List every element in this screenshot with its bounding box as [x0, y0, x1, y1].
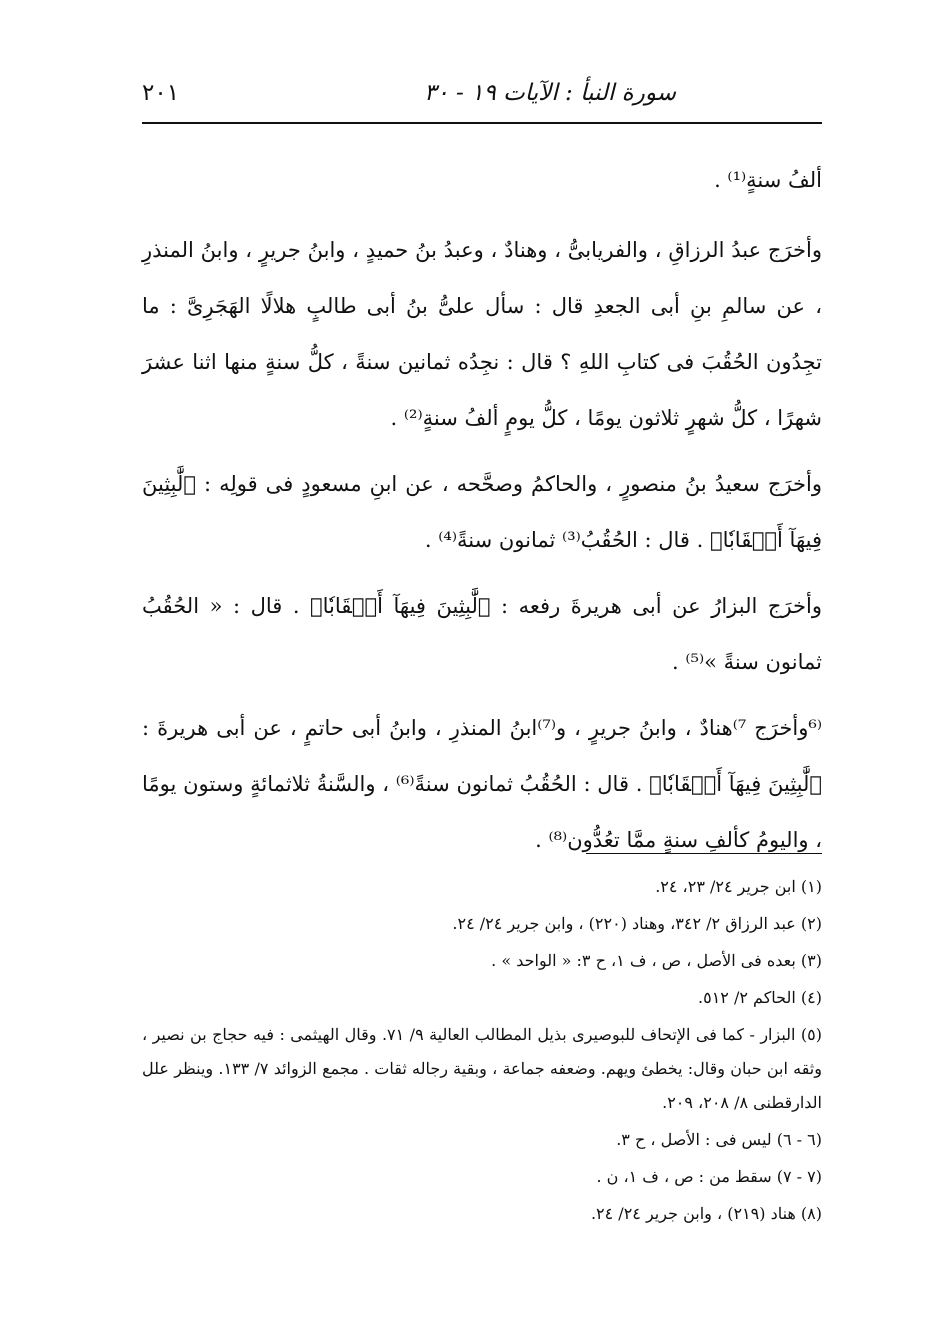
paragraph: ⁽⁶وأخرَج ⁷⁾هنادٌ ، وابنُ جريرٍ ، و⁽⁷⁾ابنُ المنذرِ ، وابنُ أبى حاتمٍ ، عن أبى هريرةَ : ﴿لَّٰبِثِينَ فِيهَآ أَحۡقَابٗا﴾ . قال : الحُقُبُ ثمانون سنةً⁽⁶⁾ ، والسَّنةُ ثلاثمائةٍ وستون يومًا ، واليومُ كألفِ سنةٍ ممَّا تعُدُّون⁽⁸⁾ . [142, 716, 822, 852]
paragraph: وأخرَج البزارُ عن أبى هريرةَ رفعه : ﴿لَّٰبِثِينَ فِيهَآ أَحۡقَابٗا﴾ . قال : « الحُقُبُ ثمانون سنةً »⁽⁵⁾ . [142, 594, 822, 674]
footnotes [142, 870, 822, 1234]
footnote: (٥) البزار - كما فى الإتحاف للبوصيرى بذيل المطالب العالية ٩/ ٧١. وقال الهيثمى : فيه حجاج بن نصير ، وثقه ابن حبان وقال: يخطئ ويهم. وضعفه جماعة ، وبقية رجاله ثقات . مجمع الزوائد ٧/ ١٣٣. وينظر علل الدارقطنى ٨/ ٢٠٨، ٢٠٩. [142, 1025, 823, 1112]
page-number: ٢٠١ [142, 80, 180, 106]
page-header [142, 78, 822, 118]
header-divider [142, 122, 822, 124]
running-title: سورة النبأ : الآيات ١٩ - ٣٠ [423, 80, 676, 106]
main-text [142, 152, 822, 878]
footnote: (١) ابن جرير ٢٤/ ٢٣، ٢٤. [655, 877, 822, 896]
paragraph: ألفُ سنةٍ⁽¹⁾ . [714, 168, 822, 192]
footnote: (٧ - ٧) سقط من : ص ، ف ١، ن . [596, 1167, 822, 1186]
footnote: (٦ - ٦) ليس فى : الأصل ، ح ٣. [616, 1130, 822, 1149]
footnote-divider [586, 853, 822, 854]
paragraph: وأخرَج سعيدُ بنُ منصورٍ ، والحاكمُ وصحَّحه ، عن ابنِ مسعودٍ فى قولِه : ﴿لَّٰبِثِينَ فِيهَآ أَحۡقَابٗا﴾ . قال : الحُقُبُ⁽³⁾ ثمانون سنةً⁽⁴⁾ . [142, 472, 822, 552]
footnote: (٨) هناد (٢١٩) ، وابن جرير ٢٤/ ٢٤. [590, 1204, 822, 1223]
paragraph: وأخرَج عبدُ الرزاقِ ، والفريابىُّ ، وهنادٌ ، وعبدُ بنُ حميدٍ ، وابنُ جريرٍ ، وابنُ المنذرِ ، عن سالمِ بنِ أبى الجعدِ قال : سأل علىُّ بنُ أبى طالبٍ هلالًا الهَجَرِىَّ : ما تجِدُون الحُقُبَ فى كتابِ اللهِ ؟ قال : نجِدُه ثمانين سنةً ، كلُّ سنةٍ منها اثنا عشرَ شهرًا ، كلُّ شهرٍ ثلاثون يومًا ، كلُّ يومٍ ألفُ سنةٍ⁽²⁾ . [142, 238, 822, 430]
footnote: (٤) الحاكم ٢/ ٥١٢. [698, 988, 822, 1007]
footnote: (٣) بعده فى الأصل ، ص ، ف ١، ح ٣: « الواحد » . [491, 951, 822, 970]
footnote: (٢) عبد الرزاق ٢/ ٣٤٢، وهناد (٢٢٠) ، وابن جرير ٢٤/ ٢٤. [452, 914, 822, 933]
